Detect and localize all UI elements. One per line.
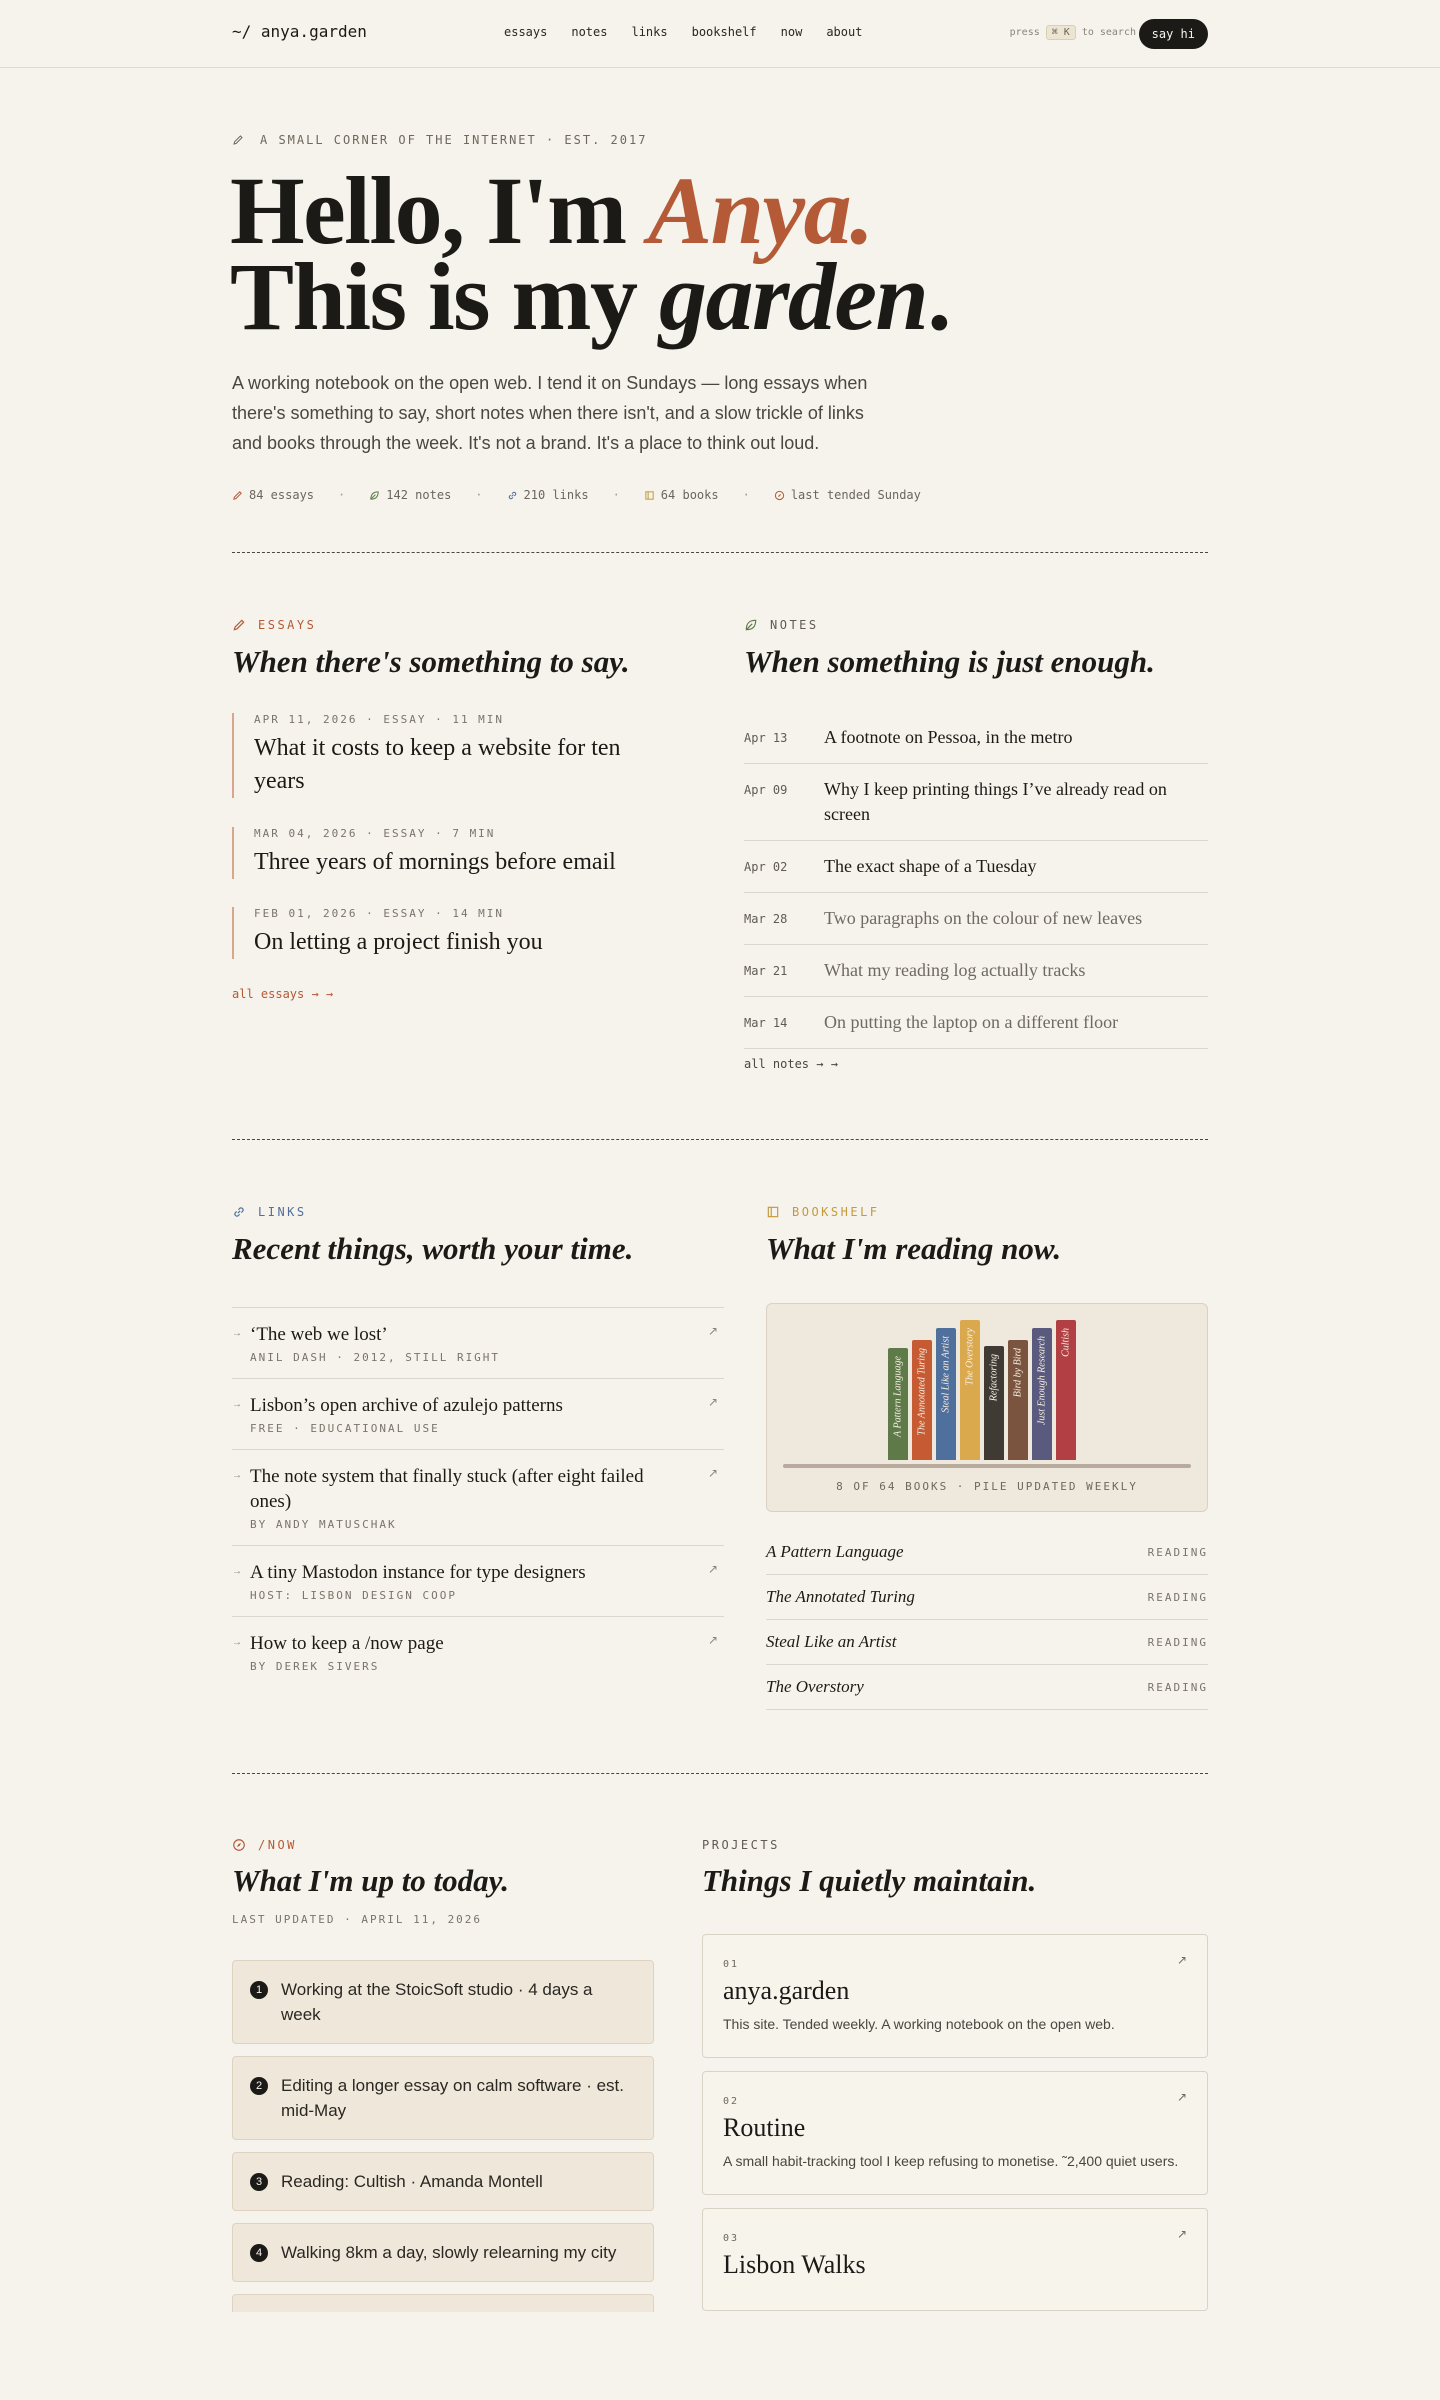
project-number: 03 [723, 2233, 740, 2244]
book-spine-label: The Annotated Turing [916, 1348, 928, 1436]
shelf-caption: 8 OF 64 BOOKS · PILE UPDATED WEEKLY [836, 1480, 1138, 1493]
note-row[interactable] [744, 712, 1208, 764]
notes-eyebrow-label: NOTES [770, 618, 819, 632]
reading-row[interactable] [766, 1530, 1208, 1575]
all-notes-link[interactable]: all notes → → [744, 1057, 838, 1071]
nav-about[interactable]: about [826, 25, 863, 39]
leaf-icon [369, 490, 380, 501]
external-link-icon[interactable]: ↗ [1176, 2090, 1187, 2104]
now-item-text: Reading: Cultish · Amanda Montell [281, 2172, 543, 2191]
now-eyebrow [232, 1838, 297, 1852]
stat-separator: · [612, 488, 620, 502]
pencil-icon [232, 618, 246, 632]
now-item-number: 4 [250, 2244, 268, 2262]
compass-icon [774, 490, 785, 501]
project-card[interactable] [702, 1934, 1208, 2058]
viewport-bottom [0, 2312, 1440, 2400]
project-description: This site. Tended weekly. A working notebook on the open web. [723, 2016, 1115, 2032]
book-spine-label: A Pattern Language [892, 1356, 904, 1437]
search-hint[interactable] [1010, 25, 1136, 40]
search-hint-suffix: to search [1081, 27, 1136, 38]
hero-name: Anya. [648, 157, 873, 264]
note-title[interactable]: A footnote on Pessoa, in the metro [824, 727, 1073, 747]
reading-status: READING [1147, 1545, 1208, 1559]
essay-title[interactable]: Three years of mornings before email [254, 849, 616, 875]
book-title[interactable]: Steal Like an Artist [766, 1632, 897, 1651]
projects-eyebrow [702, 1838, 780, 1852]
site-stats [232, 488, 921, 502]
note-row[interactable] [744, 841, 1208, 893]
note-title[interactable]: Two paragraphs on the colour of new leaves [824, 908, 1143, 928]
essay-item[interactable] [232, 907, 672, 959]
arrow-right-icon: → [232, 1328, 242, 1339]
stat-separator: · [475, 488, 483, 502]
now-item [232, 2223, 654, 2282]
links-eyebrow-label: LINKS [258, 1205, 307, 1219]
book-title[interactable]: The Annotated Turing [766, 1587, 915, 1606]
say-hi-button[interactable]: say hi [1139, 19, 1208, 49]
link-row[interactable] [232, 1307, 724, 1378]
project-card[interactable] [702, 2208, 1208, 2311]
hero-line-2-end: . [927, 243, 950, 350]
book-spine-label: Bird by Bird [1012, 1348, 1024, 1398]
link-source: HOST: LISBON DESIGN COOP [250, 1589, 457, 1602]
hero-eyebrow [232, 133, 647, 147]
link-title[interactable]: Lisbon’s open archive of azulejo patterns [250, 1395, 563, 1416]
projects-eyebrow-label: PROJECTS [702, 1838, 780, 1852]
arrow-right-icon: → [232, 1399, 242, 1410]
book-spine[interactable] [1008, 1340, 1028, 1460]
essays-title: When there's something to say. [232, 644, 630, 679]
project-title[interactable]: Lisbon Walks [723, 2250, 866, 2279]
nav-now[interactable]: now [780, 25, 803, 39]
now-item-number: 1 [250, 1981, 268, 1999]
hero-greeting: Hello, I'm [230, 157, 649, 264]
project-title[interactable]: Routine [723, 2113, 806, 2142]
stat-essays-label: 84 essays [249, 488, 315, 502]
reading-row[interactable] [766, 1575, 1208, 1620]
book-spine-label: Steal Like an Artist [940, 1336, 952, 1413]
essay-meta: APR 11, 2026 · ESSAY · 11 MIN [254, 713, 505, 726]
reading-status: READING [1147, 1680, 1208, 1694]
now-item [232, 2056, 654, 2140]
essay-title[interactable]: On letting a project finish you [254, 929, 543, 955]
book-icon [766, 1205, 780, 1219]
now-item [232, 1960, 654, 2044]
project-title[interactable]: anya.garden [723, 1976, 850, 2005]
pencil-icon [232, 490, 243, 501]
project-number: 01 [723, 1959, 740, 1970]
bookshelf-title: What I'm reading now. [766, 1231, 1062, 1266]
hero-garden-word: garden [658, 243, 928, 350]
now-item-text: Editing a longer essay on calm software · est. mid-May [281, 2076, 624, 2120]
reading-list [766, 1530, 1208, 1710]
hero-title [230, 157, 950, 350]
book-spine-label: Refactoring [988, 1354, 1000, 1402]
pencil-icon [232, 134, 244, 146]
project-description: A small habit-tracking tool I keep refusing to monetise. ˜2,400 quiet users. [723, 2153, 1179, 2169]
now-last-updated: LAST UPDATED · APRIL 11, 2026 [232, 1913, 483, 1926]
link-title[interactable]: The note system that finally stuck (after eight failed ones) [250, 1466, 644, 1512]
stat-separator: · [338, 488, 346, 502]
arrow-right-icon: → [232, 1470, 242, 1481]
external-link-icon[interactable]: ↗ [707, 1466, 718, 1480]
now-title: What I'm up to today. [232, 1863, 510, 1898]
book-spine[interactable] [1056, 1320, 1076, 1460]
note-date: Mar 21 [744, 964, 788, 978]
now-item-text: Working at the StoicSoft studio · 4 days a week [281, 1980, 593, 2024]
link-source: BY DEREK SIVERS [250, 1660, 380, 1673]
stat-links-label: 210 links [523, 488, 589, 502]
essay-title[interactable]: What it costs to keep a website for ten years [254, 735, 621, 794]
project-card[interactable] [702, 2071, 1208, 2195]
book-spine[interactable] [984, 1346, 1004, 1460]
hero-line-2 [230, 243, 950, 350]
hero-line-2-start: This is my [230, 243, 659, 350]
now-list [232, 1960, 654, 2365]
essay-item[interactable] [232, 827, 672, 879]
nav-bookshelf[interactable]: bookshelf [691, 25, 757, 39]
now-item-text: Walking 8km a day, slowly relearning my city [281, 2243, 617, 2262]
reading-row[interactable] [766, 1665, 1208, 1710]
stat-notes[interactable] [369, 488, 451, 502]
book-icon [644, 490, 655, 501]
external-link-icon[interactable]: ↗ [707, 1562, 718, 1576]
essays-eyebrow-label: ESSAYS [258, 618, 317, 632]
link-icon [232, 1205, 246, 1219]
external-link-icon[interactable]: ↗ [1176, 2227, 1187, 2241]
note-date: Mar 14 [744, 1016, 788, 1030]
link-title[interactable]: How to keep a /now page [250, 1633, 444, 1654]
projects-title: Things I quietly maintain. [702, 1863, 1037, 1898]
section-divider [232, 1773, 1208, 1774]
hero-intro: A working notebook on the open web. I tend it on Sundays — long essays when there's something to say, short notes when there isn't, and a slow trickle of links and books through the week. It's not a brand. It's a place to think out loud. [232, 373, 868, 453]
notes-title: When something is just enough. [744, 644, 1155, 679]
stat-books-label: 64 books [660, 488, 719, 502]
book-spine-label: Cultish [1060, 1328, 1072, 1357]
book-spine-label: The Overstory [964, 1328, 976, 1386]
note-row[interactable] [744, 764, 1208, 841]
note-title[interactable]: On putting the laptop on a different floor [824, 1012, 1119, 1032]
links-title: Recent things, worth your time. [232, 1231, 634, 1266]
notes-list [744, 712, 1208, 1049]
note-date: Apr 09 [744, 783, 788, 797]
stat-last-tended-label: last tended Sunday [790, 488, 921, 502]
section-divider [232, 552, 1208, 553]
site-logo[interactable]: ~/ anya.garden [232, 22, 367, 41]
link-title[interactable]: ‘The web we lost’ [250, 1324, 388, 1345]
note-title[interactable]: The exact shape of a Tuesday [824, 856, 1037, 876]
now-item [232, 2152, 654, 2211]
link-icon [507, 490, 518, 501]
arrow-right-icon: → [232, 1566, 242, 1577]
compass-icon [232, 1838, 246, 1852]
links-list [232, 1307, 724, 1687]
project-number: 02 [723, 2096, 740, 2107]
reading-row[interactable] [766, 1620, 1208, 1665]
book-title[interactable]: A Pattern Language [766, 1542, 904, 1561]
essay-item[interactable] [232, 713, 672, 798]
search-hint-press: press [1009, 27, 1040, 38]
note-date: Apr 13 [744, 731, 788, 745]
note-row[interactable] [744, 945, 1208, 997]
note-date: Apr 02 [744, 860, 788, 874]
note-title[interactable]: Why I keep printing things I’ve already read on screen [824, 779, 1167, 824]
link-row[interactable] [232, 1545, 724, 1616]
link-row[interactable] [232, 1449, 724, 1545]
external-link-icon[interactable]: ↗ [707, 1633, 718, 1647]
nav-essays[interactable]: essays [504, 25, 548, 39]
stat-books[interactable] [644, 488, 719, 502]
reading-status: READING [1147, 1635, 1208, 1649]
stat-separator: · [742, 488, 750, 502]
notes-eyebrow [744, 618, 819, 632]
stat-notes-label: 142 notes [386, 488, 452, 502]
now-item-number: 3 [250, 2173, 268, 2191]
book-spine-label: Just Enough Research [1036, 1336, 1048, 1426]
reading-status: READING [1147, 1590, 1208, 1604]
nav-links[interactable]: links [631, 25, 668, 39]
all-essays-link[interactable]: all essays → → [232, 987, 334, 1001]
book-spine[interactable] [1032, 1328, 1052, 1460]
link-row[interactable] [232, 1616, 724, 1687]
link-source: BY ANDY MATUSCHAK [250, 1518, 397, 1531]
note-title[interactable]: What my reading log actually tracks [824, 960, 1086, 980]
projects-list [702, 1934, 1208, 2324]
stat-last-tended [774, 488, 921, 502]
note-row[interactable] [744, 997, 1208, 1049]
bookshelf-eyebrow [766, 1205, 880, 1219]
main-nav [504, 25, 862, 39]
link-row[interactable] [232, 1378, 724, 1449]
book-pile [766, 1303, 1208, 1512]
essay-meta: MAR 04, 2026 · ESSAY · 7 MIN [254, 827, 496, 840]
book-spine[interactable] [888, 1348, 908, 1460]
external-link-icon[interactable]: ↗ [707, 1395, 718, 1409]
links-eyebrow [232, 1205, 307, 1219]
book-spine[interactable] [912, 1340, 932, 1460]
link-title[interactable]: A tiny Mastodon instance for type designers [250, 1562, 586, 1583]
book-title[interactable]: The Overstory [766, 1677, 864, 1696]
note-row[interactable] [744, 893, 1208, 945]
stat-links[interactable] [507, 488, 589, 502]
now-item-number: 2 [250, 2077, 268, 2095]
hero-eyebrow-text: A SMALL CORNER OF THE INTERNET · EST. 2017 [260, 133, 648, 147]
bookshelf-eyebrow-label: BOOKSHELF [792, 1205, 880, 1219]
leaf-icon [744, 618, 758, 632]
shelf-board [783, 1464, 1191, 1468]
top-bar [0, 0, 1440, 68]
link-source: ANIL DASH · 2012, STILL RIGHT [250, 1351, 501, 1364]
external-link-icon[interactable]: ↗ [707, 1324, 718, 1338]
arrow-right-icon: → [232, 1637, 242, 1648]
essays-eyebrow [232, 618, 316, 632]
nav-notes[interactable]: notes [571, 25, 608, 39]
external-link-icon[interactable]: ↗ [1176, 1953, 1187, 1967]
search-shortcut-key: ⌘ K [1046, 25, 1076, 40]
book-spine[interactable] [960, 1320, 980, 1460]
essay-meta: FEB 01, 2026 · ESSAY · 14 MIN [254, 907, 505, 920]
book-spine[interactable] [936, 1328, 956, 1460]
now-eyebrow-label: /NOW [258, 1838, 297, 1852]
note-date: Mar 28 [744, 912, 788, 926]
section-divider [232, 1139, 1208, 1140]
stat-essays[interactable] [232, 488, 314, 502]
link-source: FREE · EDUCATIONAL USE [250, 1422, 440, 1435]
